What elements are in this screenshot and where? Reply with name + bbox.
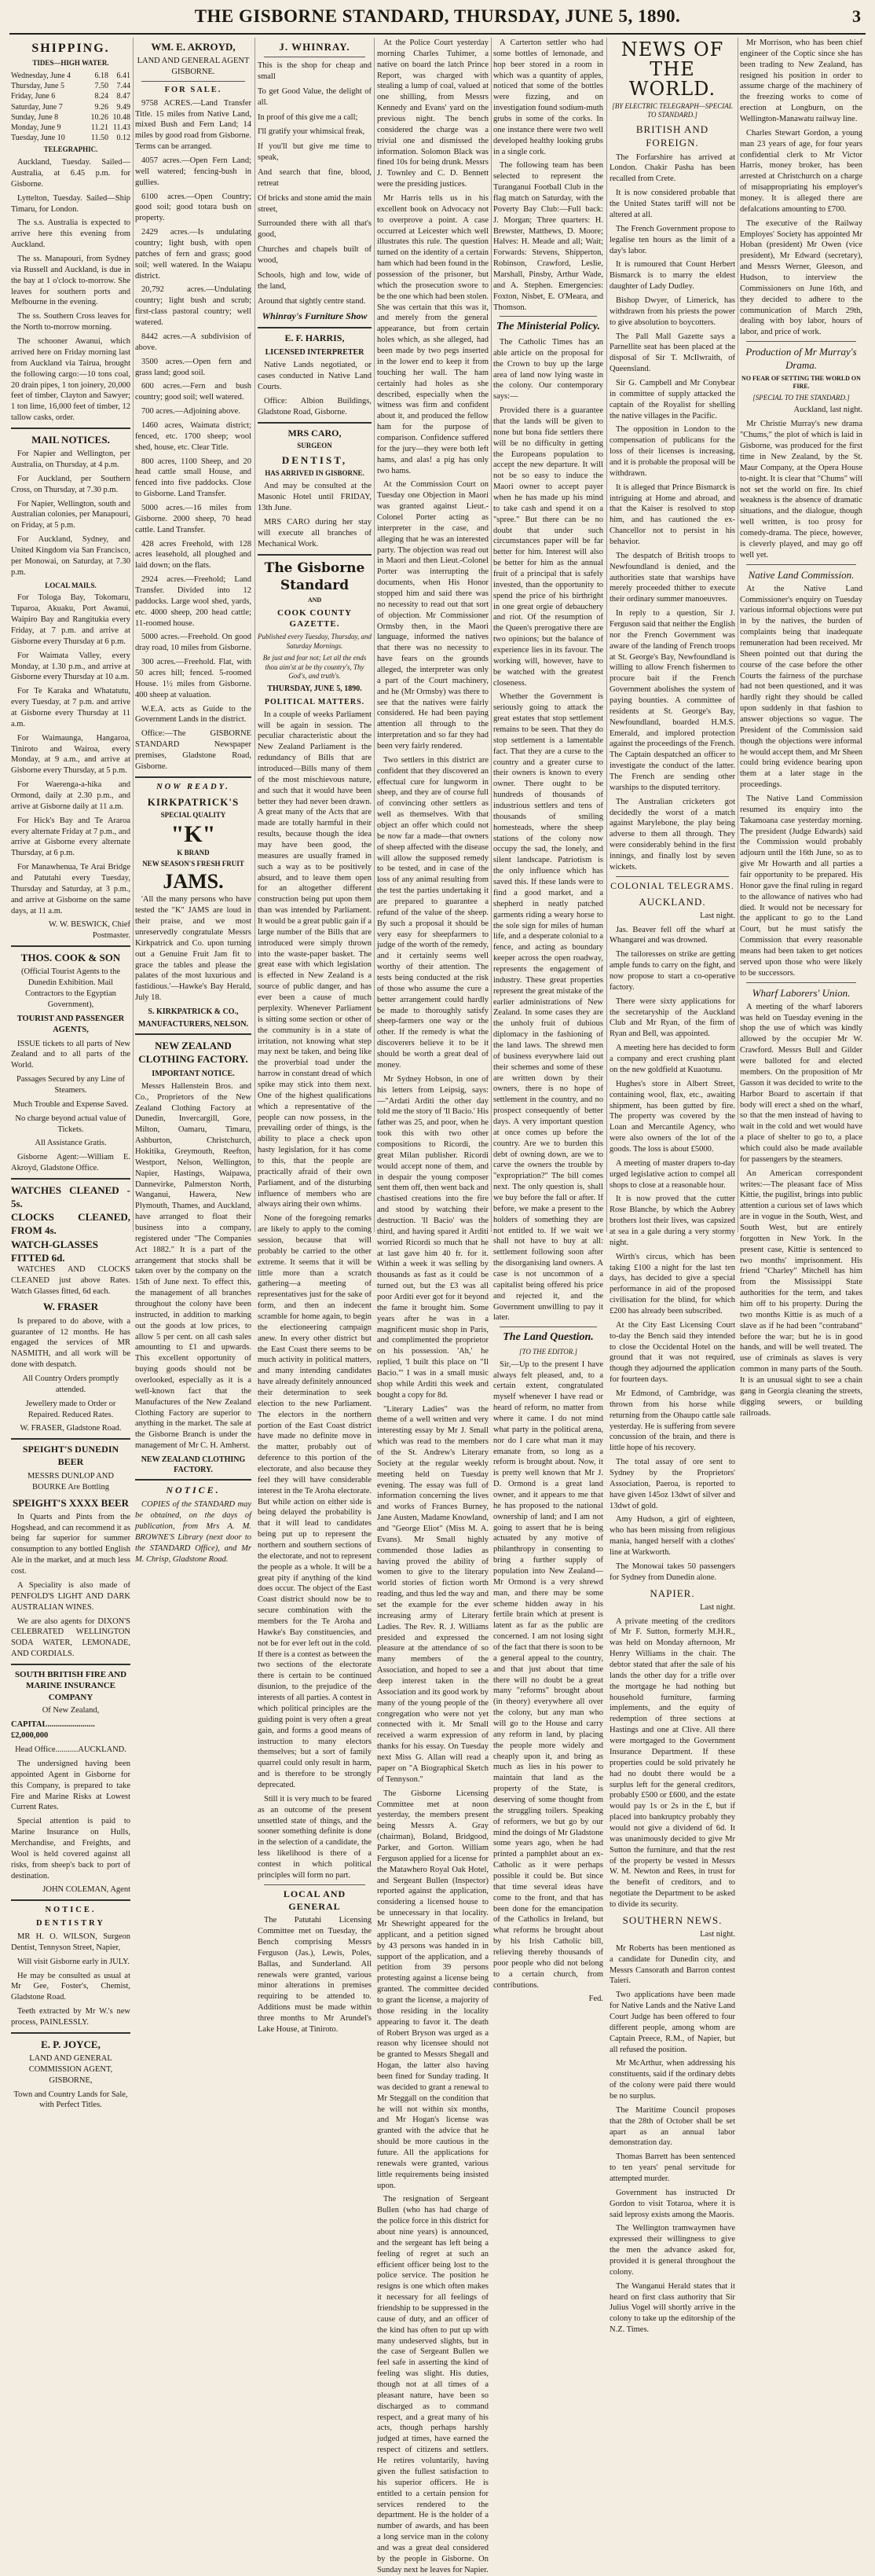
ad-line: WATCH-GLASSES FITTED 6d.: [11, 1238, 99, 1264]
now-ready-heading: NOW READY.: [156, 782, 230, 791]
ad-text: In Quarts and Pints from the Hogshead, and can recommend it as being far superior for summer consumption to any bottled English Ale in the market, and at much less cost.: [11, 1512, 130, 1576]
ad-text: He may be consulted as usual at Mr Gee, Foster's, Chemist, Gladstone Road.: [11, 1971, 130, 2002]
listing: 2924 acres.—Freehold; Land Transfer. Divided into 12 paddocks. Large wool shed, yards, etc. 4000 sheep, 200 head cattle; 11-roomed house.: [135, 575, 251, 628]
dateline: Last night.: [700, 911, 735, 920]
tide-time: 9.49: [116, 102, 130, 112]
signature: Fed.: [588, 1994, 603, 2004]
ad-text: Jewellery made to Order or Repaired. Reduced Rates.: [25, 1399, 116, 1419]
tide-day: Wednesday, June 4: [11, 71, 71, 80]
tide-time: 10.48: [112, 112, 130, 122]
divider: [258, 327, 372, 328]
ad-subheading: S. KIRKPATRICK & CO.,: [148, 1007, 239, 1016]
ad-text: Is prepared to do above, with a guarantee of 12 months. He has engaged the services of MR NASMITH, and all work will be done with despatch.: [11, 1316, 130, 1370]
article-paragraph: In a couple of weeks Parliament will be again in session. The peculiar characteristic about the New Zealand Parliament is the redundancy of Bills that are introduced—Bills many of them of the most mischievous nature, and such that it would have been better they had never been drawn. A great many of the Acts that are made are totally harmful in their results, because though the idea may have been good, the measures are usually framed in such a way as to be positively absurd, and to leave them open for an altogether different construction being put upon them than was intended by Parliament. It would be a great public gain if a large number of the Bills that are introduced were simply thrown into the waste-paper basket. The great ease with which legislation is effected in New Zealand is a source of public danger, and has ever been a cause of much perplexity. Whenever Parliament is sitting some section or other of the community is in a state of irritation, not knowing what step may next be taken, and being like the proverbial toad under the harrow in constant dread of which spike may stick into them next. One of the highest qualifications which a representative of the people can now possess, in the prevailing order of things, is the ability to place a check upon hasty legislation, for it has come to this, that the people are practically afraid of their own Parliament, and of the disturbing influence of members who are always airing their own whims.: [258, 710, 372, 1209]
divider: [746, 564, 856, 565]
divider: [264, 1884, 365, 1885]
ad-text: The undersigned having been appointed Agent in Gisborne for this Company, is prepared to take Fire and Marine Risks at Lowest Current Rates.: [11, 1759, 130, 1812]
tide-row: [11, 81, 130, 91]
poem-line: And search that fine, blood, retreat: [258, 168, 372, 188]
subsection-heading-napier: NAPIER.: [650, 1587, 695, 1599]
tide-time: 10.26: [90, 112, 108, 122]
section-heading-ministerial: The Ministerial Policy.: [496, 321, 601, 333]
tide-time: 9.26: [94, 102, 108, 112]
poem-line: Schools, high and low, wide of the land,: [258, 270, 372, 291]
ad-text: WATCHES AND CLOCKS CLEANED just above Rates. Watch Glasses fitted, 6d each.: [11, 1264, 130, 1296]
article-paragraph: Amy Hudson, a girl of eighteen, who has been missing from religious mania, hanged herself with a clothes' line at Warkworth.: [610, 1515, 735, 1558]
ad-heading-speight-xxxx: SPEIGHT'S XXXX BEER: [12, 1496, 130, 1509]
article-paragraph: For Hick's Bay and Te Araroa every alternate Friday at 7 p.m., and arrive at Gisborne every alternate Thursday, at 6 p.m.: [11, 816, 130, 858]
ad-subheading: LICENSED INTERPRETER: [265, 348, 364, 358]
divider: [746, 982, 856, 983]
ad-text: Teeth extracted by Mr W.'s new process, PAINLESSLY.: [11, 2007, 130, 2027]
ad-subheading: K BRAND: [177, 848, 210, 857]
article-paragraph: Provided there is a guarantee that the lands will be given to none but bona fide settlers there will be no difficulty in getting the Europeans population to accept the new departure. It will not be so easy to induce the Maori owner to accept payer when he has made up his mind to take cash and spend it on a "spree." But there can be no doubt that under such circumstances paper will be far better for him. Interest will also be better for him as the annual fruit of a principal that is safely invested, than the opportunity to spend the price of his birthright in one great orgie of debauchery and riot. Of the resumption of the Queen's prerogative there are two opinions; but the balance of experience lies in its favour. The working will, however, have to be watched with the greatest closeness.: [493, 406, 603, 688]
section-heading-native-land: Native Land Commission.: [748, 568, 855, 581]
article-paragraph: An American correspondent writes:—The pleasant face of Miss Kittie, the pugilist, brings into public attention a curious set of laws which are in vogue in the South, West, and South West, but are entirely forgotten in New York. In the present case, Kittie is sentenced to two months' imprisonment. His friend "Charley" Mitchell has him from the Mississippi State authorities for the term, and takes him off to his property. During the two months Kittie is as much of a slave as if he had been "contraband" before the war; but he is in good hands, and will be well treated. The use of criminals as slaves is very common in many parts of the South. It is an unusual sight to see a chain gang in Georgia cleaning the streets, digging sewers, or building railroads.: [740, 1169, 862, 1418]
editorial-heading: POLITICAL MATTERS.: [264, 697, 365, 706]
article-paragraph: It is alleged that Prince Bismarck is intriguing at Home and abroad, and that the Kaiser is resolved to stop him, and has cautioned the ex-Chancellor not to persist in his behavior.: [610, 483, 735, 546]
divider: [11, 1438, 130, 1440]
article-paragraph: The Pall Mall Gazette says a Parnellite seat has been placed at the disposal of Sir T. McIlwraith, of Queensland.: [610, 332, 735, 374]
ad-text: (Official Tourist Agents to the Dunedin Exhibition. Mail Contractors to the Egyptian Government),: [20, 967, 121, 1009]
ad-text: CAPITAL.......................£2,000,000: [11, 1720, 95, 1741]
listing: 800 acres, 1100 Sheep, and 20 head cattle small House, and fenced into five paddocks. Close to Gisborne. Land Transfer.: [135, 457, 251, 499]
article-paragraph: Whether the Government is seriously going to attack the great estates that stop settlement remains to be seen. That they do stop settlement is a lamentable fact. That they are a curse to the country and a greater curse to their owners is known to every owner. There ought to be hundreds of thousands of industrious settlers and tens of thousands of smiling homesteads, where the sheep stations of the colony now occupy the sad, the lonely, and silent landscape. Patriotism is the only influence which has saved this. If these lands were to find a good market, and a shepherd in neatly patched garments riding a weary horse to the sole sign for miles of human life, and a desperate colonial to a fence, and acting as boundary keeper across the open roadway, represents the engagement of industry. These great properties represent the great mistake of the earlier administrations of New Zealand. In some cases they are the unholy fruit of dubious diplomacy in the fashioning of the land laws. The shrewd men of business everywhere laid out their schemes and some of these are written down by their owners, there is no hope of settlement in the country, and no prospect consequently of better days. A very important question at once comes up before the country. Are we to burden this debt of owning down, are we to carve the owners the trouble by "expropriation?" The bill comes next. The only question is, shall we buy before the fall or after. If before, we make a present to the holders of something they are not entitled to. If we wait we shall not have to buy at all: settlement following soon after the disorganising land owners. A case is not uncommon of a capitalist being offered his price and rejected it, and the Government unwilling to pay it later.: [493, 692, 603, 1323]
ad-subheading: SURGEON: [297, 442, 332, 450]
ad-text: MRS CARO during her stay will execute all branches of Mechanical Work.: [258, 517, 372, 549]
masthead: [0, 0, 875, 35]
ad-heading-caro: MRS CARO,: [287, 427, 342, 439]
article-paragraph: Two settlers in this district are confident that they discovered an effectual cure for lungworm in sheep, and they are of course full of convincing other settlers as well as themselves. With that object an offer which could not be now far a made—that owners of sheep affected with the disease will allow the supposed remedy to be tested, and in case of the loss of any animal resulting from the test the parties undertaking it are prepared to guarantee a refund of the value of the sheep. By such a proposal it should be very easy for sheepfarmers to judge of the worth of the remedy, and it certainly seems well worthy of their attention. The tests being conducted at the risk of those who assume the cure a better arrangement could hardly be made to thoroughly satisfy sheep-farmers one way or the other. If the remedy is what the discoverers believe it to be it should be worth a great deal of money.: [377, 755, 489, 1070]
motto: Be just and fear not; Let all the ends thou aim'st at be thy country's, Thy God's, and truth's.: [262, 653, 367, 681]
article-paragraph: Mr Christie Murray's new drama "Chums," the plot of which is laid in Gisborne, was produced for the first time in New Zealand, by the St. Maur Company, at the Opera House to-night. It is clear that "Chums" will not set the world on fire. Its chief weakness is the absence of dramatic situations, and the dialogue, though well written, is too prosy for comedy-drama. The piece, however, is cleverly played, and may go off well yet.: [740, 420, 862, 560]
article-paragraph: The s.s. Australia is expected to arrive here this evening from Auckland.: [11, 218, 130, 250]
article-paragraph: Mr Edmond, of Cambridge, was thrown from his horse while returning from the Ohaupo cattle sale yesterday. He is suffering from severe concussion of the brain, and there is little hope of his recovery.: [610, 1389, 735, 1453]
ad-heading-dentistry: DENTISTRY: [36, 1919, 105, 1928]
article-paragraph: Mr Harris tells us in his excellent book on Advocacy not to overprove a point. A case occurred at Leicester which well illustrates this rule. The question turned on the identity of a certain ham which had been found in the possession of the prisoner, but which the prosecution swore to be the one which had been stolen. She was certain that this was it, and merely from the general appearance, but from certain holes which, as she alleged, had been made by two pegs inserted in the lower end to keep it from touching her wall. The ham certainly had holes as she described, especially when the witness was firm and confident about it, and produced the fellow ham for the purpose of comparison. Confidence suffered for the jury—they were both left hams, and alas! a pig has only two hams.: [377, 194, 489, 475]
ad-text: Passages Secured by any Line of Steamers.: [16, 1075, 125, 1095]
listing: 428 acres Freehold, with 128 acres leasehold, all ploughed and laid down; on the flats.: [135, 539, 251, 571]
article-paragraph: The Patutahi Licensing Committee met on Tuesday, the Bench comprising Messrs Ferguson (Jas.), Lewis, Poles, Ballas, and Sunderland. All renewals were granted, various minor alterations in premises requiring to be attended to. Additions must be made within three months to Mr Arundel's Lake House, at Tiniroto.: [258, 1916, 372, 2034]
ad-text: Messrs Hallenstein Bros. and Co., Proprietors of the New Zealand Clothing Factory at Dunedin, Invercargill, Gore, Milton, Oamaru, Timaru, Ashburton, Christchurch, Hokitika, Greymouth, Reefton, Westport, Nelson, Wellington, Napier, Hastings, Waipawa, Dannevirke, Palmerston North, Wanganui, Hawera, New Plymouth, Thames, and Auckland, have arranged to float their business into a company, registered under "The Companies Act 1882." It is a part of the arrangement that stocks shall be taken over by the company on the 15th of June next. To effect this, the management of all branches throughout the colony have been instructed, in addition to marking out the goods at low prices, to allow 5 per cent. on all cash sales amounting to £1 and upwards. This excellent opportunity of buying goods should not be overlooked, especially as it is a well-known fact that the Manufactures of the New Zealand Clothing Factory are superior to anything in the market. The sale at the Gisborne Branch is under the management of Mr C. H. Amherst.: [135, 1081, 251, 1451]
ad-text: 'All the many persons who have tested the "K" JAMS are loud in their praise, and we most unreservedly congratulate Messrs Kirkpatrick and Co. upon turning out a Genuine Fruit Jam fit to grace the tables and please the palates of the most luxurious and fastidious.'—Hawke's Bay Herald, July 18.: [135, 895, 251, 1003]
tide-day: Monday, June 9: [11, 123, 61, 132]
divider: [746, 341, 856, 342]
column-1: [11, 38, 130, 2110]
tide-row: [11, 123, 130, 133]
tide-time: 7.50: [94, 82, 108, 91]
ad-line: CLOCKS CLEANED, FROM 4s.: [11, 1211, 130, 1237]
divider: [11, 1178, 130, 1180]
ad-text: All Country Orders promptly attended.: [22, 1374, 119, 1394]
ad-heading-insurance: SOUTH BRITISH FIRE AND MARINE INSURANCE COMPANY: [14, 1669, 127, 1702]
tides-table: [11, 71, 130, 143]
tide-row: [11, 71, 130, 81]
ad-heading-fraser: W. FRASER: [42, 1301, 99, 1313]
ad-heading-furniture: Whinray's Furniture Show: [262, 310, 368, 322]
tide-row: [11, 102, 130, 112]
article-paragraph: The Wanganui Herald states that it heard on first class authority that Sir Julius Vogel will shortly arrive in the colony to take up the editorship of the N.Z. Times.: [610, 2281, 735, 2335]
article-paragraph: The following team has been selected to represent the Turanganui Football Club in the flag match on Saturday, with the Poverty Bay Club:—Full back: J. Morgan; Three quarters: H. Brewster, Matthews, D. Moore; Halves: H. Meade and all; Wait; Forwards: Stevens, Shipperton, Robinson, Crawford, Leslie, Marshall, Pinsby, Arthur Wade, and A. Stephen. Emergencies: Foxton, Nisbet, E. O'Meara, and Thomson.: [493, 161, 603, 312]
listing: 700 acres.—Adjoining above.: [141, 407, 240, 416]
article-paragraph: The Wellington tramwaymen have expressed their willingness to give the men the advance asked for, provided it is general throughout the colony.: [610, 2224, 735, 2277]
article-paragraph: For Napier, Wellington, south and Australian colonies, per Manapouri, on Friday, at 5 p.m.: [11, 499, 130, 530]
article-paragraph: A meeting of the wharf laborers was held on Tuesday evening in the shop the use of which was kindly allowed by the occupier Mr W. Crawford. Messrs Bull and Gilder were balloted for and elected members. On the proposition of Mr Gasson it was decided to write to the Harbor Board to ascertain if that body will erect a shed on the wharf, so that the men instead of having to wait in the cold and wet would have a place of shelter to go to, a place which could also be made available for passengers by the steamers.: [740, 1002, 862, 1164]
divider: [11, 945, 130, 947]
poem-line: In proof of this give me a call;: [258, 112, 358, 122]
article-paragraph: For Waimaunga, Hangaroa, Tiniroto and Wairoa, every Monday, at 9 a.m., and arrive at Gisborne every Thursday, at 5 p.m.: [11, 733, 130, 776]
ad-text: All Assistance Gratis.: [35, 1139, 107, 1148]
article-paragraph: For Tologa Bay, Tokomaru, Tuparoa, Akuaku, Port Awanui, Waipiro Bay and Rangitukia every Friday, at 7 p.m. and arrive at Gisborne every Thursday at 6 p.m.: [11, 593, 130, 646]
article-paragraph: The Native Land Commission resumed its enquiry into the Takamoana case yesterday morning. The president (Judge Edwards) said the Commission would probably adjourn until the 16th June, so as to give Mr Howarth and all parties a fair opportunity to be prepared. His Honor gave the final ruling in regard to the allowance of natives who had died. It would not be necessary for the applicant to go to the Land Court, but he must satisfy the Commission that every reasonable means had been taken to get notices served upon those who were likely to be successors.: [740, 794, 862, 978]
poem-line: If you'll but give me time to speak,: [258, 142, 372, 163]
ad-text: MESSRS DUNLOP AND BOURKE Are Bottling: [27, 1471, 114, 1492]
listing: 5000 acres.—16 miles from Gisborne. 2000 sheep, 70 head cattle. Land Transfer.: [135, 503, 251, 534]
listing: 8442 acres.—A subdivision of above.: [135, 332, 251, 352]
listing: 300 acres.—Freehold. Flat, with 50 acres hill; fenced. 5-roomed House. 1½ miles from Gisborne. 400 sheep at valuation.: [135, 658, 251, 699]
article-paragraph: It is rumoured that Count Herbert Bismarck is to marry the eldest daughter of Lady Dudley.: [610, 260, 735, 292]
article-paragraph: Still it is very much to be feared as an outcome of the present unsettled state of things, and the sooner something definite is done in the selection of a candidate, the less likelihood is there of a contest in which political principles will form no part.: [258, 1794, 372, 1880]
ad-subheading: IMPORTANT NOTICE.: [152, 1069, 235, 1078]
article-paragraph: Thomas Barrett has been sentenced to ten years' penal servitude for attempted murder.: [610, 2152, 735, 2184]
nameplate-subtitle: COOK COUNTY GAZETTE.: [276, 607, 353, 629]
article-paragraph: Auckland, Tuesday. Sailed—Australia, at 6.45 p.m. for Gisborne.: [11, 158, 130, 189]
article-paragraph: For Te Karaka and Whatatutu, every Tuesday, at 7 p.m. and arrive at Gisborne every Thursday at 11 a.m.: [11, 687, 130, 728]
listing: 20,792 acres.—Undulating country; light bush and scrub; first-class pastoral country; well watered.: [135, 285, 251, 328]
column-rule: [254, 38, 255, 1232]
article-paragraph: For Waimata Valley, every Monday, at 1.30 p.m., and arrive at Gisborne every Thursday at 10 a.m.: [11, 651, 130, 682]
for-sale-heading: FOR SALE.: [164, 85, 222, 94]
column-rule: [374, 38, 375, 1232]
article-paragraph: A Carterton settler who had some bottles of lemonade, and hop beer stored in a room in which was a quantity of apples, noticed that some of the bottles were fizzing, and on investigation found sodium-muth grubs in some of the corks. In one instance there were two well developed healthy looking grubs in a single cork.: [493, 39, 603, 156]
article-paragraph: The resignation of Sergeant Bullen (who has had charge of the police force in this district for about nine years) is announced, and the sergeant has left being a feeling of regret at such an efficient officer being lost to the police service. The position he resigns is one which often makes it necessary for all feelings of friendship to be suppressed in the cause of duty, and an officer of the kind has often to put up with many undeserved slights, but in the case of Sergeant Bullen we feel safe in asserting the kind of feeling was slight. His duties, though not at all times of a pleasant nature, have been so discharged as to command respect, and a great many of his acts, though perhaps harshly judged at times, have earned the respect of citizens and settlers. He retires voluntarily, having given the fullest satisfaction to his superior officers. He is entitled to a certain pension for services rendered to the department. He is the holder of a number of awards, and has been a long service man in the colony and was a great deal considered by the people in Gisborne. On Sunday next he leaves for Napier.: [377, 2195, 489, 2574]
ad-text: Will visit Gisborne early in JULY.: [17, 1957, 130, 1966]
article-paragraph: The Maritime Council proposes that the 28th of October shall be set apart as an annual labor demonstration day.: [610, 2105, 735, 2148]
ad-text: Of New Zealand,: [42, 1706, 100, 1715]
article-paragraph: The opposition in London to the compensation of publicans for the loss of their licenses is increasing, and it is probable the proposal will be withdrawn.: [610, 425, 735, 478]
article-paragraph: Mr McArthur, when addressing his constituents, said if the ordinary debts of the colony were paid there would be no surplus.: [610, 2059, 735, 2101]
listing: 6100 acres.—Open Country; good soil; good totara bush on property.: [135, 192, 251, 223]
divider: [258, 422, 372, 424]
article-paragraph: Lyttelton, Tuesday. Sailed—Ship Timaru, for London.: [11, 193, 130, 214]
article-paragraph: The French Government propose to legalise ten hours as the limit of a day's labor.: [610, 224, 735, 255]
tide-row: [11, 112, 130, 123]
listing: 4057 acres.—Open Fern Land; well watered; fencing-bush in gullies.: [135, 156, 251, 187]
article-paragraph: The Forfarshire has arrived at London. Chakir Pasha has been recalled from Crete.: [610, 152, 735, 184]
article-paragraph: Bishop Dwyer, of Limerick, has withdrawn from his priests the power to give absolution to boycotters.: [610, 295, 735, 327]
ad-text: Head Office...........AUCKLAND.: [15, 1745, 126, 1755]
tide-time: 0.12: [116, 134, 130, 143]
tide-day: Friday, June 6: [11, 92, 56, 101]
article-paragraph: The Australian cricketers got decidedly the worst of a match against Marylebone, the play being adverse to them all through. They were considerably behind in the first innings, and finally lost by seven wickets.: [610, 797, 735, 872]
tides-heading: TIDES—HIGH WATER.: [32, 59, 109, 68]
article-paragraph: For Auckland, per Southern Cross, on Thursday, at 7.30 p.m.: [11, 474, 130, 494]
to-editor-note: [TO THE EDITOR.]: [519, 1347, 577, 1356]
article-paragraph: The Catholic Times has an able article on the proposal for the Crown to buy up the large area of land now lying waste in the colony. Our contemporary says:—: [493, 337, 603, 402]
section-heading-news: NEWS OF THE WORLD.: [621, 39, 724, 101]
divider: [11, 1664, 130, 1665]
divider: [11, 1899, 130, 1901]
ad-text: We are also agents for DIXON'S CELEBRATED WELLINGTON SODA WATER, LEMONADE, AND CORDIALS.: [11, 1616, 130, 1659]
article-paragraph: The Monowai takes 50 passengers for Sydney from Dunedin alone.: [610, 1561, 735, 1582]
ad-heading-notice: NOTICE.: [45, 1906, 97, 1915]
poem-line: To get Good Value, the delight of all.: [258, 86, 372, 107]
ad-heading-kirkpatrick: KIRKPATRICK'S: [147, 795, 240, 808]
ad-text: W. FRASER, Gladstone Road.: [20, 1424, 122, 1433]
ad-subheading: MANUFACTURERS, NELSON.: [137, 1020, 249, 1029]
masthead-rule: [9, 33, 866, 35]
divider: [11, 2032, 130, 2034]
poem-line: Churches and chapels built of wood,: [258, 245, 372, 266]
article-paragraph: None of the foregoing remarks are likely to apply to the coming session, because that will probably be carried to the other extreme. It seems that it will be little more than a scratch gathering—a meeting of representatives just for the sake of form, and then an indecent scramble for home again, to begin the electioneering campaign anew. In every other district but the East Coast there seems to be much activity in political matters, and many intending candidates have already definitely announced their determination to seek election to the new Parliament. The electors in the northern portion of the East Coast district have made no definite move in the matter, probably out of deference to this portion of the electorate, and also because they feel they will have considerable interest in the Te Aroha electorate. But while action on either side is being delayed the probability is that it will lead to candidates being put up to represent the northern and southern sections of the electorate, and not to represent the people as a whole. It will be a great pity if anything of the kind does occur. The object of the East Coast district should now be to secure combination with the members for the Te Aroha and Hawke's Bay constituencies, and not be for ever left out in the cold. If there is a contest as between the two sections of the electorate there is certain to be continued disunion, to the prejudice of the interests of all parties. A contest in which political principles are the guiding point is very often a great gain, and forms a good means of instruction to many electors themselves; but a sort of family quarrel could only result in harm, and is therefore to be strongly deprecated.: [258, 1214, 372, 1789]
article-paragraph: A private meeting of the creditors of Mr F. Sutton, formerly M.H.R., was held on Monday afternoon, Mr Henry Williams in the chair. The debtor stated that after the sale of his lands the other day for a trifle over the mortgage he had nothing but household furniture, farming implements, and the equity of redemption of three sections at Hastings and one at Clive. All there were mortgaged to the Government Insurance Department. If these properties could be sold privately he had no doubt there would be a surplus left for the general creditors, probably £500 or £600, and the estate would pay 1s or 2s in the £, but if placed into bankruptcy probably they would not give a dividend of 6d. It was unanimously decided to give Mr Sutton the furniture, and that the rest of the property be vested in Messrs W. M. Newton and Rees, in trust for the benefit of creditors, and to negotiate the Department to be asked to divide its security.: [610, 1616, 735, 1909]
section-heading-drama: Production of Mr Murray's Drama.: [745, 346, 857, 372]
article-paragraph: Government has instructed Dr Gordon to visit Totaroa, where it is said leprosy exists among the Maoris.: [610, 2188, 735, 2219]
ad-text: And may be consulted at the Masonic Hotel until FRIDAY, 13th June.: [258, 482, 372, 513]
divider: [141, 81, 245, 82]
ad-subheading: NEW SEASON'S FRESH FRUIT: [142, 860, 244, 868]
tide-time: 6.18: [94, 71, 108, 80]
column-5: [493, 38, 603, 2004]
section-heading-mail: MAIL NOTICES.: [31, 433, 110, 446]
ad-text: COPIES of the STANDARD may be obtained, on the days of publication, from Mrs A. M. BROWNE'S Library (next door to the STANDARD Office), and Mr M. Chrisp, Gladstone Road.: [135, 1500, 251, 1564]
ad-text: Native Lands negotiated, or cases conducted in Native Land Courts.: [258, 361, 372, 392]
article-paragraph: Mr Roberts has been mentioned as a candidate for Dunedin city, and Messrs Cansorath and Barron contest Taieri.: [610, 1943, 735, 1986]
ad-heading-whinray: J. WHINRAY.: [279, 41, 350, 53]
article-paragraph: The ss. Southern Cross leaves for the North to-morrow morning.: [11, 312, 130, 332]
subsection-heading-southern: SOUTHERN NEWS.: [622, 1914, 723, 1926]
ad-text: Town and Country Lands for Sale, with Perfect Titles.: [13, 2090, 128, 2110]
divider: [11, 427, 130, 429]
divider: [500, 316, 597, 317]
dateline: Last night.: [700, 1929, 735, 1939]
ad-text: Much Trouble and Expense Saved.: [13, 1099, 129, 1109]
tide-row: [11, 91, 130, 101]
column-7: [740, 38, 862, 1418]
article-paragraph: A meeting of master drapers to-day urged legislative action to compel all shops to close at a reasonable hour.: [610, 1158, 735, 1190]
issue-date: THURSDAY, JUNE 5, 1890.: [267, 684, 362, 694]
article-paragraph: In reply to a question, Sir J. Ferguson said that neither the English nor the French Government was aware of the landing of French troops at St. George's Bay, Newfoundland is willing to allow French fishermen to procure bait if the French Government abolishes the system of paying bounties. A committee of residents at St. George's Bay, Newfoundland, boarded H.M.S. Emerald, and implored protection against the proceedings of the French. The Captain despatched an officer to investigate the conduct of the latter. The French are sending other warships to the disputed territory.: [610, 609, 735, 792]
article-paragraph: Mr Sydney Hobson, in one of his letters from Leipsig, says:—"Ardati Arditi the other day told me the story of 'Il Bacio.' His father was 25, and poor, when he took this with two other compositions to Ricordi, the great Milan publisher. Ricordi would accept none of them, and in despair the young composer sent them off, then went back and chastised creations into the fire and stood by watching their destruction. 'Il Bacio' was the third, and having spared it Arditi worried Ricordi so much that he at last gave him 40 fr. for it. Within a week it was selling by thousands as fast as it could be turned out, but the £3 was all poor Arditi ever got for it beyond the fame it brought him. Some years after he was in a magnificent music shop in Paris, and complimented the proprietor on his possession. 'Ah,' he replied, 'I built this place on "Il Bacio."' I was in a small music shop while Arditi this week and bought a copy for 8d.: [377, 1074, 489, 1400]
tide-day: Tuesday, June 10: [11, 134, 65, 143]
subsection-heading-auckland: AUCKLAND.: [639, 895, 706, 908]
ad-heading-clothing: NEW ZEALAND CLOTHING FACTORY.: [138, 1040, 248, 1066]
tide-time: 8.47: [116, 92, 130, 101]
article-paragraph: It is now proved that the cutter Rose Blanche, by which the Aubrey brothers lost their lives, was capsized at sea in a gale during a very stormy night.: [610, 1194, 735, 1247]
divider: [135, 1033, 251, 1035]
article-paragraph: The Gisborne Licensing Committee met at noon yesterday, the members present being Messrs A. Gray (chairman), Boland, Bridgood, Parker, and Gorton. William Ferguson applied for a license for the Matawhero Royal Oak Hotel, and Sergeant Bullen (Inspector) reported against the application, considering a licensed house to be unnecessary in that locality. Mr Shewright appeared for the applicant, and a petition signed by 43 persons was handed in in support of the application, and a petition from 39 persons protesting against a license being granted. The committee decided to grant the license, a majority of those residing in the locality appearing to favor it. The death of Robert Bryson was urged as a reason why licensee should not be granted to Messrs Shegall and Hogan, the latter also having been fined for Sunday trading. It was decided to grant a renewal to Mr Steggall on the condition that he will not within six months, and Mr Hogan's license was granted with the advice that he should be more cautious in the future. All the applications for renewals were granted, various little requirements being insisted upon.: [377, 1789, 489, 2190]
signature: W. W. BESWICK, Chief Postmaster.: [48, 920, 130, 941]
ad-subheading: DENTIST,: [281, 454, 348, 467]
article-paragraph: Sir,—Up to the present I have always felt pleased, and, to a certain extent, congratulated myself whenever I have read or heard of reform, no matter from where it came. I do not mind what party in the political arena, nor do I care what man it may emanate from, so long as a reform is brought about. Now, it is pretty well known that Mr J. D. Ormond is a great land owner, and it appears to me that he has proposed to the national ownership of land; and I am not going to assert that he is being actuated by any motive of philanthropy in consenting to bring a further supply of population into New Zealand—Mr Ormond is a very shrewd man, and there may be some scheme hidden away in his fertile brain which at present is latent as far as the public are concerned. I am not losing sight of the fact that there is soon to be a general appeal to the country, and that just about that time there will no doubt be a great many "reforms" brought about (in theory) everywhere all over the colony, but any man who will go to the House and carry any reform in land, by placing the people more widely and cheaply upon it, and bring as much as lies in his power to maintain that land as the property of the State, is deserving of some thought from the struggling toilers. Speaking of reformers, we but go by our mind the doings of Mr Gladstone some years ago, when he had printed a pamphlet about an ex-Catholic as it were perhaps possible it could be. But since that time several ideas have come to the front, and that has been done for the emancipation of the Catholics in Ireland, but what reforms he brought about by his Irish Catholic bill, relieving thereby thousands of poor people who did not belong to a certain church, from contributions.: [493, 1360, 603, 1990]
tide-day: Thursday, June 5: [11, 82, 64, 91]
article-paragraph: Wirth's circus, which has been taking £100 a night for the last ten days, has decided to give a special performance in aid of the proposed civilisation for the blind, for which £200 has already been subscribed.: [610, 1252, 735, 1316]
article-paragraph: For Manawhenua, Te Arai Bridge and Patutahi every Tuesday, Thursday and Saturday, at 3 p.m., and arrive at Gisborne on the same days, at 11 a.m.: [11, 863, 130, 916]
section-heading-land: The Land Question.: [503, 1331, 594, 1344]
tide-time: 11.21: [90, 123, 108, 132]
ad-text: A Speciality is also made of PENFOLD'S LIGHT AND DARK AUSTRALIAN WINES.: [11, 1580, 130, 1612]
subsection-heading-colonial: COLONIAL TELEGRAMS.: [610, 879, 734, 891]
article-paragraph: At the City East Licensing Court to-day the Bench said they intended to close the Occidental Hotel on the ground that it was not required, though they adjourned the application for fourteen days.: [610, 1320, 735, 1385]
listing: 600 acres.—Fern and bush country; good soil; well watered.: [135, 382, 251, 402]
column-2: [135, 38, 251, 1564]
ad-heading-joyce: E. P. JOYCE,: [41, 2038, 101, 2050]
article-paragraph: At the Police Court yesterday morning Charles Tuhimer, a native on board the latch Prince Report, was charged with stealing a lump of coal, valued at one shilling, from Messrs Kennedy and Evans' yard on the previous night. The bench considered the charge was a trivial one and dismissed the information. Solomon Black was fined 10s for being drunk. Messrs J. Townley and C. D. Bennett were the presiding justices.: [377, 39, 489, 189]
article-paragraph: For Auckland, Sydney, and United Kingdom via San Francisco, per Monowai, on Saturday, at 7.30 p.m.: [11, 535, 130, 577]
listing: Office:—The GISBORNE STANDARD Newspaper premises, Gladstone Road, Gisborne.: [135, 729, 251, 771]
ad-text: Special attention is paid to Marine Insurance on Hulls, Merchandise, and Freights, and Wool is held covered against all risks, from sheep's back to port of destination.: [11, 1817, 130, 1881]
column-rule: [491, 38, 492, 1232]
ad-heading-akroyd: WM. E. AKROYD,: [151, 41, 236, 53]
article-paragraph: There were sixty applications for the secretaryship of the Auckland Club and Mr Ryan, of the firm of Ryan and Bell, was appointed.: [610, 996, 735, 1039]
tide-time: 11.43: [112, 123, 130, 132]
dateline: Last night.: [700, 1602, 735, 1612]
section-heading-shipping: SHIPPING.: [31, 42, 110, 55]
ad-heading-harris: E. F. HARRIS,: [284, 332, 345, 344]
article-paragraph: Sir G. Campbell and Mr Conybear in committee of supply attacked the captain of the Royalist for shelling the native villages in the Pacific.: [610, 378, 735, 420]
ad-text: JOHN COLEMAN, Agent: [42, 1885, 130, 1895]
article-paragraph: The executive of the Railway Employes' Society has appointed Mr Hoban (president) Mr Owen (vice president), Mr Edward (secretary), and Messrs Werner, Gleeson, and Hudson, to interview the Commissioners on June 16th, and they decided to adhere to the communication of March 29th, dealing with boy labor, hours of labor, and price of work.: [740, 218, 862, 337]
column-rule: [606, 38, 607, 1232]
column-3: [258, 38, 372, 2034]
article-paragraph: The total assay of ore sent to Sydney by the Proprietors' Association, Paeroa, is reported to have given 145oz 13dwt of silver and 13dwt of gold.: [610, 1458, 735, 1510]
article-paragraph: "Literary Ladies" was the theme of a well written and very interesting essay by Mr J. Small which was read to the members of the St. Andrew's Literary Society at the regular weekly meeting held on Tuesday evening. The essay was full of information concerning the lives and works of Frances Burney, Jane Austen, Madame Knowland, and "George Eliot" (Miss M. A. Evans). Mr Small highly commended those ladies as having proved the ability of women to give to the literary world stories of fiction worth reading, and thus led the way and set the example for the ever increasing army of Literary Ladies. The Rev. R. J. Williams presided and expressed the pleasure at the attendance of so many members of the Association, and hoped to see a deep interest taken in the Association and its good work by many of the young people of the congregation who were not yet connected with it. Mr Small received a warm expression of thanks for his essay. On Tuesday next Miss G. Allan will read a paper on "A Biographical Sketch of Tennyson.": [377, 1404, 489, 1784]
news-source-note: [BY ELECTRIC TELEGRAPH—SPECIAL TO STANDARD.]: [612, 101, 733, 119]
article-paragraph: Jas. Beaver fell off the wharf at Whangarei and was drowned.: [610, 925, 735, 945]
ad-text: TOURIST AND PASSENGER AGENTS,: [16, 1014, 125, 1034]
divider: [135, 1479, 251, 1481]
listing: 5000 acres.—Freehold. On good dray road, 10 miles from Gisborne.: [135, 633, 251, 653]
tide-time: 11.50: [90, 134, 108, 143]
ad-subheading: NEW ZEALAND CLOTHING FACTORY.: [141, 1455, 246, 1475]
listing: 9758 ACRES.—Land Transfer Title. 15 miles from Native Land, mixed Bush and Fern Land; 14 miles by good road from Gisborne. Terms can be arranged.: [135, 98, 251, 152]
ad-text: LAND AND GENERAL AGENT GISBORNE.: [137, 57, 250, 77]
listing: 3500 acres.—Open fern and grass land; good soil.: [135, 357, 251, 377]
column-6: [610, 38, 735, 2335]
column-rule: [133, 38, 134, 1232]
ad-subheading: SPECIAL QUALITY: [160, 810, 226, 819]
tide-day: Saturday, June 7: [11, 102, 63, 112]
newspaper-nameplate: The Gisborne Standard: [264, 560, 365, 593]
listing: 2429 acres.—Is undulating country; light bush, with open patches of fern and grass; good soil; well watered. In the Waiapu district.: [135, 228, 251, 281]
ad-text: Gisborne Agent:—William E. Akroyd, Gladstone Office.: [11, 1153, 130, 1173]
ad-subheading: HAS ARRIVED IN GISBORNE.: [265, 469, 364, 478]
ad-heading-speight: SPEIGHT'S DUNEDIN BEER: [22, 1444, 119, 1468]
tide-time: 7.44: [116, 82, 130, 91]
article-paragraph: It is now considered probable that the United States tariff will not be altered at all.: [610, 189, 735, 219]
telegraphic-heading: TELEGRAPHIC.: [43, 145, 98, 154]
article-paragraph: At the Commission Court on Tuesday one Objection in Maori was granted against Lieut.-Colonel Porter acting as interpreter in the case, and alleging that he was an interested party. The objection was read out in Maori and then Lieut.-Colonel Porter was interrupting the documents, when His Honor stopped him and said there was no necessity to read out that sort of objection. Mr Commissioner Ormsby then, in the Maori language, informed the natives that there was no necessity to have fears on the grounds alleged, the interpreter was only a part of the Court machinery, and he (Mr Ormsby) was there to see that the natives were fairly considered. He had been paying attention all through to the interpretation and so far they had been very fairly rendered.: [377, 480, 489, 750]
column-4: [377, 38, 489, 2574]
ad-heading-jams: JAMS.: [163, 870, 224, 894]
ad-heading-cook: THOS. COOK & SON: [20, 952, 121, 964]
article-paragraph: The despatch of British troops to Newfoundland is denied, and the authorities state that warships have merely proceeded thither to execute their ordinary summer manoeuvres.: [610, 551, 735, 604]
ad-line: WATCHES CLEANED - 5s.: [11, 1183, 130, 1210]
page-number: 3: [852, 6, 861, 26]
article-paragraph: Mr Morrison, who has been chief engineer of the Coptic since she has been trading to New Zealand, has resigned his position in order to assume charge of the machinery of the freezing works to come of erection at Longburn, on the Wellington-Manawatu railway line.: [740, 39, 862, 124]
ad-text: LAND AND GENERAL COMMISSION AGENT, GISBORNE,: [28, 2053, 113, 2085]
article-paragraph: Charles Stewart Gordon, a young man 23 years of age, for four years confidential clerk to Mr Victor Harris, money broker, has been arrested at Christchurch on a charge of misappropriating his employer's money. It is alleged there are defalcations amounting to £700.: [740, 128, 862, 214]
tide-time: 8.24: [94, 92, 108, 101]
listing: 1460 acres, Waimata district; fenced, etc. 1700 sheep; wool shed, house, etc. Clear Title.: [135, 420, 251, 452]
poem-line: I'll gratify your whimsical freak,: [258, 127, 365, 137]
ad-poem: [258, 61, 372, 306]
article-paragraph: Two applications have been made for Native Lands and the Native Land Court Judge has been offered to four different people, among whom are Captain Preece, R.M., of Napier, but all refused the position.: [610, 1991, 735, 2054]
article-paragraph: The schooner Awanui, which arrived here on Friday morning last from Auckland via Tairua, brought the following cargo:—10 tons coal, 20 drain pipes, 1 ton joinery, 20,000 feet of timber, Clayton and Sawyer; 1 ton lime, 16,000 feet of timber, 12 tallow casks, order.: [11, 337, 130, 423]
poem-line: Around that sightly centre stand.: [258, 296, 366, 306]
local-mails-heading: LOCAL MAILS.: [45, 581, 97, 589]
poem-line: Of bricks and stone amid the main street,: [258, 193, 372, 214]
listing: W.E.A. acts as Guide to the Government Lands in the district.: [135, 704, 251, 725]
ad-text: MR H. O. WILSON, Surgeon Dentist, Tennyson Street, Napier,: [11, 1932, 130, 1952]
divider: [135, 776, 251, 778]
article-paragraph: The tailoresses on strike are getting ample funds to carry on the fight, and now propose to start a co-operative factory.: [610, 950, 735, 992]
tide-time: 6.41: [116, 71, 130, 80]
dateline: Auckland, last night.: [793, 405, 862, 415]
tide-day: Sunday, June 8: [11, 112, 59, 122]
ad-text: ISSUE tickets to all parts of New Zealand and to all parts of the World.: [11, 1039, 130, 1070]
drama-subheading: NO FEAR OF SETTING THE WORLD ON FIRE.: [741, 374, 861, 391]
article-paragraph: For Waerenga-a-hika and Ormond, daily at 2.30 p.m., and arrive at Gisborne daily at 11 a.m.: [11, 780, 130, 811]
article-paragraph: At the Native Land Commissioner's enquiry on Tuesday various informal objections were put in by the natives, the burden of complaints being that inadequate remuneration had been received. Mr Sheen pointed out that during the course of the case before the other Courts the fairness of the purchase had not been questioned, and it was hardly right they should be called upon suddenly in that fashion to answer objections so vague. The President of the Commission said though the objections were informal he would accept them, and Mr Sheen could bring evidence bearing upon them at a later stage in the proceedings.: [740, 584, 862, 790]
poem-line: Surrounded there with all that's good,: [258, 219, 372, 240]
drama-source-note: [SPECIAL TO THE STANDARD.]: [752, 393, 850, 402]
publication-note: Published every Tuesday, Thursday, and Saturday Mornings.: [258, 632, 372, 650]
poem-line: This is the shop for cheap and small: [258, 61, 372, 82]
article-paragraph: A meeting here has decided to form a company and erect crushing plant on the new goldfield at Kuaotunu.: [610, 1044, 735, 1074]
article-paragraph: The ss. Manapouri, from Sydney via Russell and Auckland, is due in the bay at 1 o'clock to-morrow. She leaves for southern ports and Melbourne in the evening.: [11, 255, 130, 307]
article-paragraph: Hughes's store in Albert Street, containing wool, flax, etc., awaiting shipment, has been gutted by fire. The property was covered by the Loan and Mercantile Agency, who were also owners of the lot of the goods. The loss is about £5000.: [610, 1079, 735, 1154]
section-heading-local: LOCAL AND GENERAL: [283, 1888, 346, 1912]
section-heading-wharf: Wharf Laborers' Union.: [752, 986, 851, 999]
notice-heading: NOTICE.: [166, 1484, 221, 1496]
divider: [258, 554, 372, 556]
article-paragraph: For Napier and Wellington, per Australia, on Thursday, at 4 p.m.: [11, 450, 130, 469]
nameplate-and: AND: [307, 596, 322, 604]
divider: [616, 876, 729, 877]
ad-brand-mark: "K": [170, 820, 216, 847]
subsection-heading-british: BRITISH AND FOREIGN.: [635, 123, 709, 149]
tide-row: [11, 133, 130, 143]
ad-text: No charge beyond actual value of Tickets.: [15, 1114, 126, 1134]
masthead-title: THE GISBORNE STANDARD, THURSDAY, JUNE 5, 1890.: [194, 6, 681, 26]
ad-text: Office: Albion Buildings, Gladstone Road, Gisborne.: [258, 396, 372, 416]
